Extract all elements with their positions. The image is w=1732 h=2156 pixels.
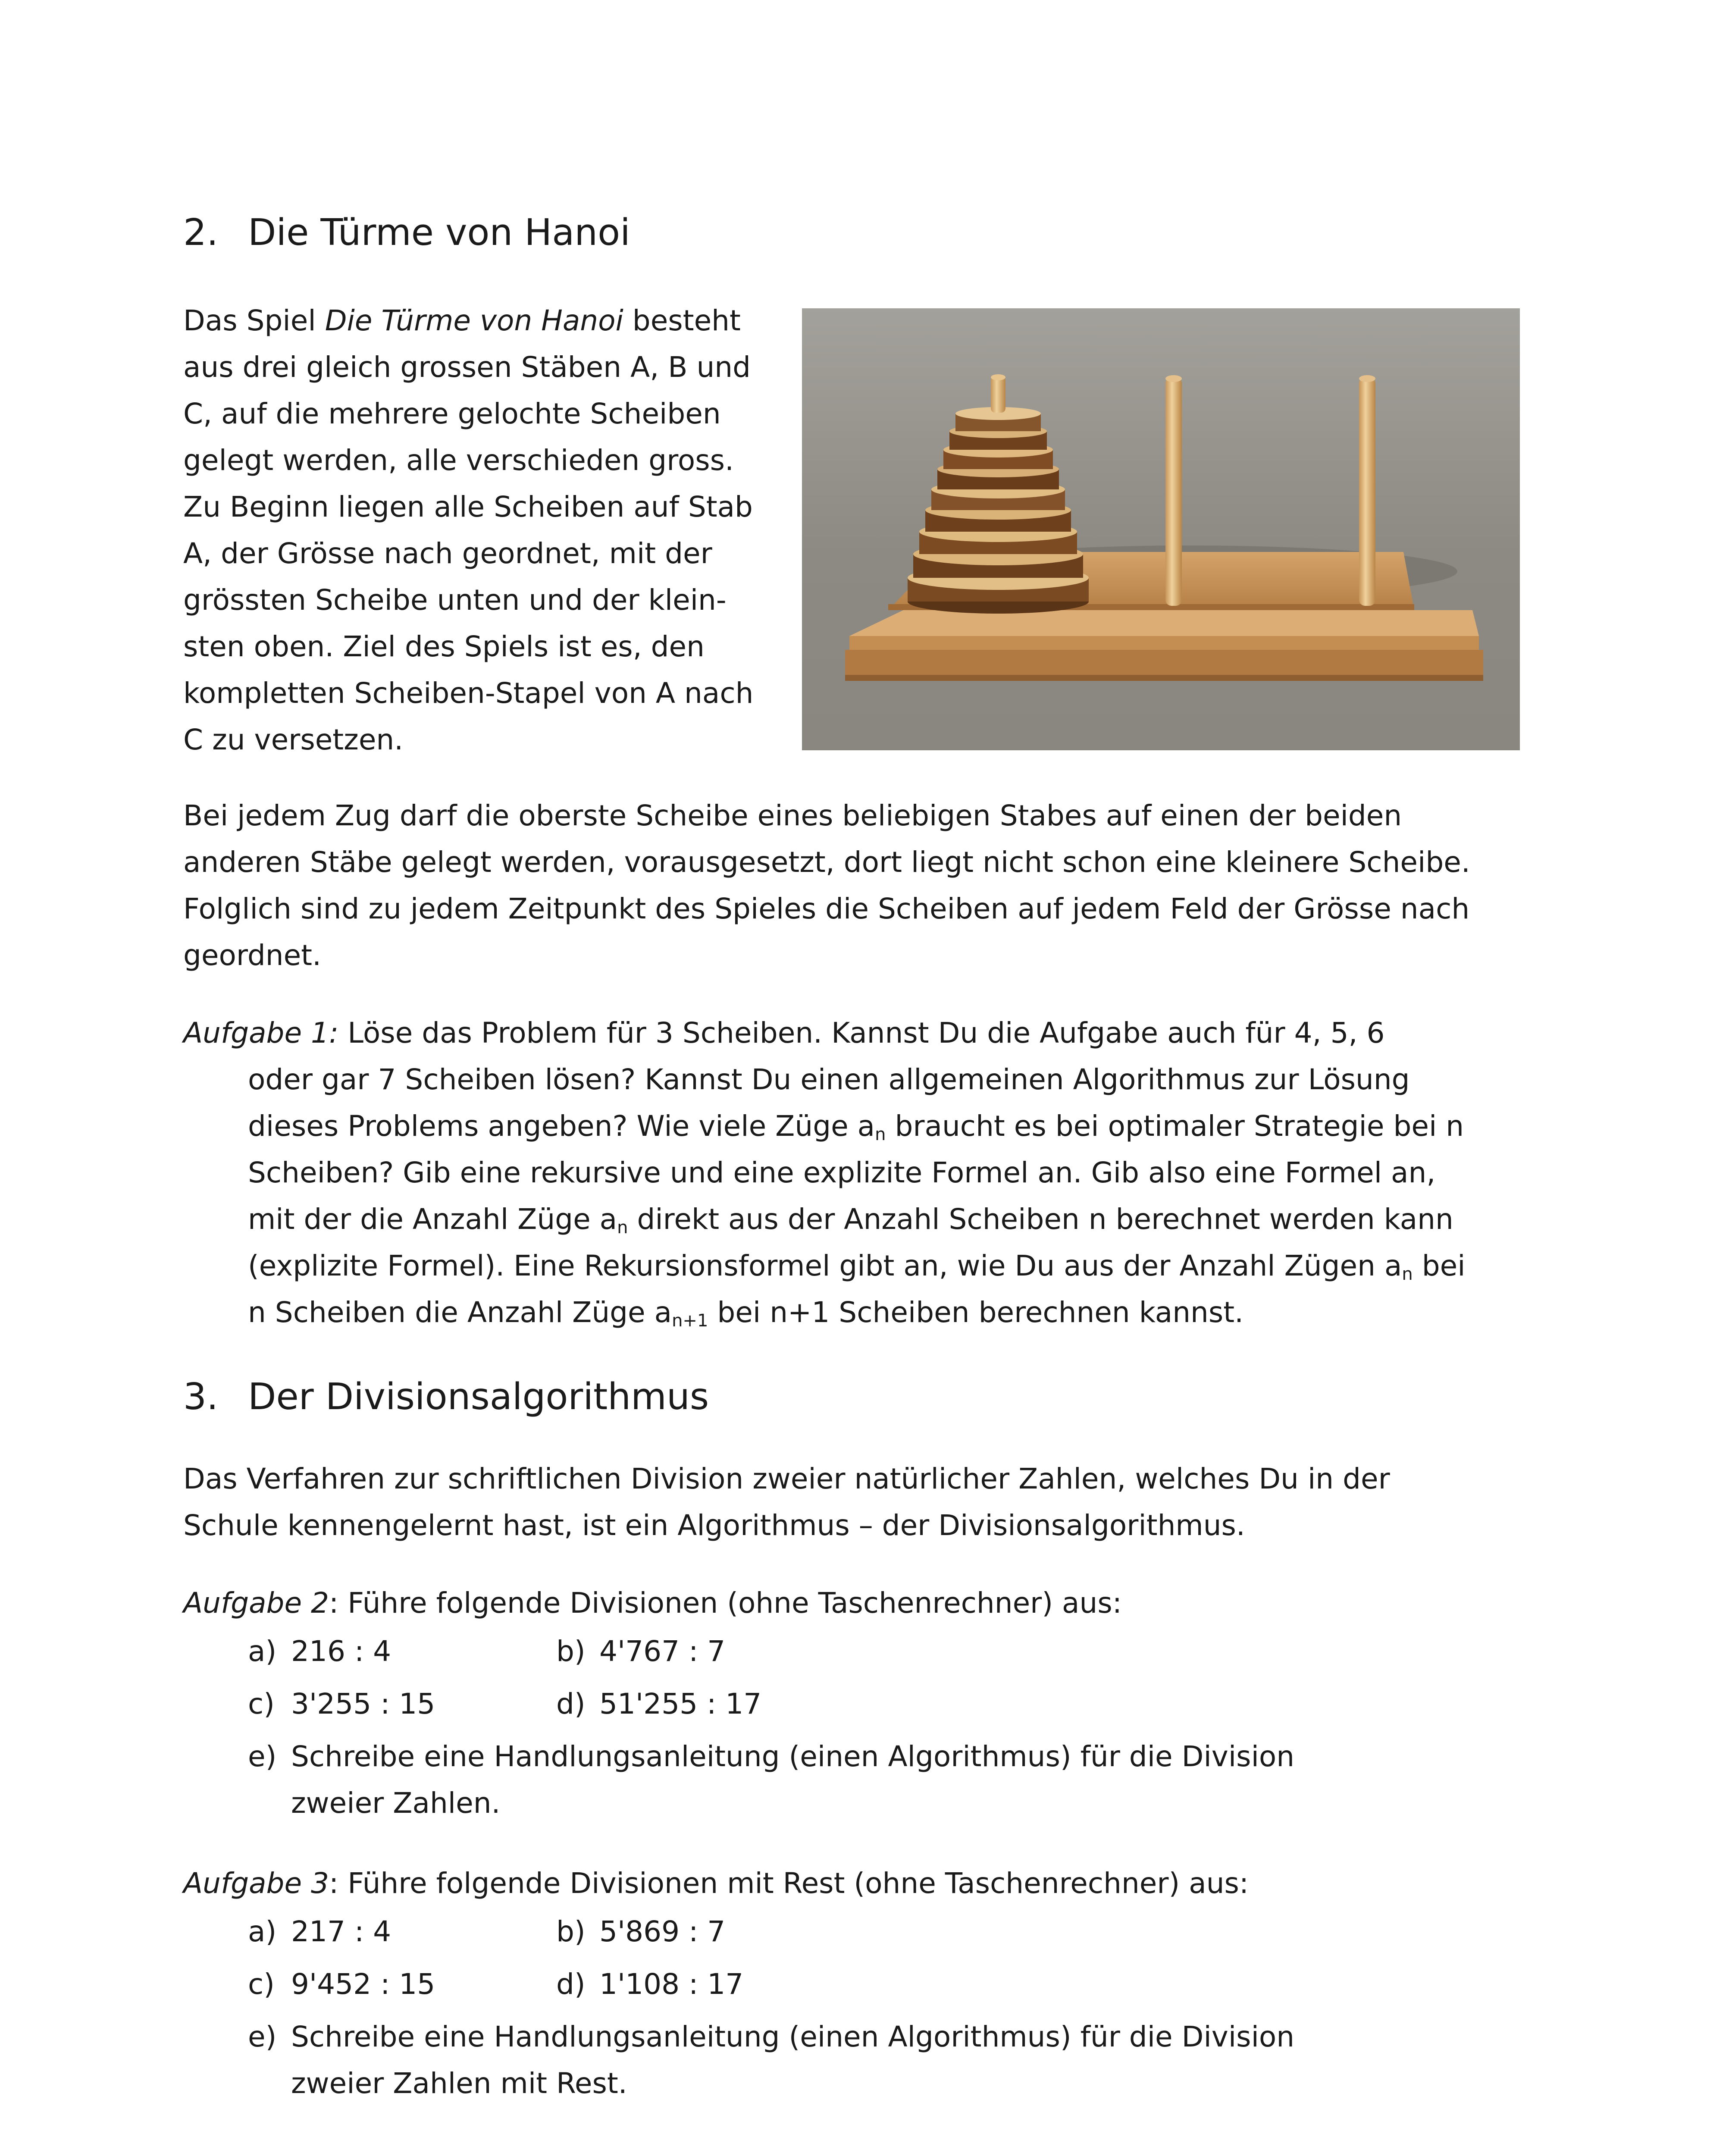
text-line: n Scheiben die Anzahl Züge $a_{n+1}$ bei n+1 Scheiben berechnen kannst. bbox=[248, 1296, 1244, 1331]
task-3-item-d: d) 1'108 : 17 bbox=[556, 1968, 744, 2001]
task-3-item-b: b) 5'869 : 7 bbox=[556, 1915, 726, 1948]
section-number: 3. bbox=[183, 1376, 219, 1418]
task-2-item-a: a) 216 : 4 bbox=[248, 1635, 392, 1668]
towers-of-hanoi-photo bbox=[802, 308, 1520, 750]
task-2-item-d: d) 51'255 : 17 bbox=[556, 1687, 762, 1720]
task-2-item-b: b) 4'767 : 7 bbox=[556, 1635, 726, 1668]
task-3-item-c: c) 9'452 : 15 bbox=[248, 1968, 435, 2001]
text-line: Scheiben? Gib eine rekursive und eine explizite Formel an. Gib also eine Formel an, bbox=[248, 1156, 1436, 1189]
text-line: Das Spiel Die Türme von Hanoi besteht bbox=[183, 304, 741, 337]
section-number: 2. bbox=[183, 211, 219, 254]
section-heading-division bbox=[183, 1376, 709, 1418]
text-line: Schule kennengelernt hast, ist ein Algorithmus – der Divisionsalgorithmus. bbox=[183, 1509, 1245, 1542]
section-title: Der Divisionsalgorithmus bbox=[248, 1376, 709, 1418]
task-3-heading: Aufgabe 3: Führe folgende Divisionen mit Rest (ohne Taschenrechner) aus: bbox=[183, 1867, 1249, 1900]
text-line: C zu versetzen. bbox=[183, 723, 404, 756]
task-label: Aufgabe 2 bbox=[183, 1586, 329, 1620]
task-2-heading: Aufgabe 2: Führe folgende Divisionen (ohne Taschenrechner) aus: bbox=[183, 1586, 1122, 1620]
text-line: A, der Grösse nach geordnet, mit der bbox=[183, 537, 712, 570]
text-line: (explizite Formel). Eine Rekursionsformel gibt an, wie Du aus der Anzahl Zügen $a_n$ bei bbox=[248, 1249, 1466, 1284]
text-line: sten oben. Ziel des Spiels ist es, den bbox=[183, 630, 705, 663]
section-title: Die Türme von Hanoi bbox=[248, 211, 630, 254]
text-line: aus drei gleich grossen Stäben A, B und bbox=[183, 351, 751, 384]
task-3-item-e: e) Schreibe eine Handlungsanleitung (einen Algorithmus) für die Division bbox=[248, 2020, 1295, 2053]
text-line: kompletten Scheiben-Stapel von A nach bbox=[183, 677, 754, 710]
text-line: gelegt werden, alle verschieden gross. bbox=[183, 444, 734, 477]
text-line: Zu Beginn liegen alle Scheiben auf Stab bbox=[183, 490, 753, 523]
hanoi-rules-paragraph bbox=[183, 793, 1470, 979]
text-line: Folglich sind zu jedem Zeitpunkt des Spieles die Scheiben auf jedem Feld der Grösse nach bbox=[183, 892, 1470, 925]
section-heading-hanoi bbox=[183, 211, 630, 254]
text-line: Das Verfahren zur schriftlichen Division zweier natürlicher Zahlen, welches Du in der bbox=[183, 1462, 1390, 1495]
text-line: oder gar 7 Scheiben lösen? Kannst Du einen allgemeinen Algorithmus zur Lösung bbox=[248, 1063, 1410, 1096]
text-line: mit der die Anzahl Züge $a_n$ direkt aus der Anzahl Scheiben n berechnet werden kann bbox=[248, 1203, 1453, 1238]
text-line: grössten Scheibe unten und der klein- bbox=[183, 583, 727, 617]
text-line: Bei jedem Zug darf die oberste Scheibe eines beliebigen Stabes auf einen der beiden bbox=[183, 799, 1402, 832]
task-3-item-e-continued: zweier Zahlen mit Rest. bbox=[291, 2067, 627, 2100]
task-label: Aufgabe 1: bbox=[183, 1016, 339, 1050]
task-2-item-c: c) 3'255 : 15 bbox=[248, 1687, 435, 1720]
task-2-item-e-continued: zweier Zahlen. bbox=[291, 1786, 501, 1820]
division-intro-paragraph bbox=[183, 1456, 1390, 1549]
task-2-item-e: e) Schreibe eine Handlungsanleitung (einen Algorithmus) für die Division bbox=[248, 1740, 1295, 1773]
task-label: Aufgabe 3 bbox=[183, 1867, 329, 1900]
task-1 bbox=[183, 1010, 1466, 1336]
text-line: C, auf die mehrere gelochte Scheiben bbox=[183, 397, 721, 430]
text-line: anderen Stäbe gelegt werden, vorausgesetzt, dort liegt nicht schon eine kleinere Scheibe. bbox=[183, 846, 1470, 879]
text-line: geordnet. bbox=[183, 939, 322, 972]
task-3-item-a: a) 217 : 4 bbox=[248, 1915, 392, 1948]
hanoi-intro-paragraph bbox=[183, 298, 753, 763]
text-line: dieses Problems angeben? Wie viele Züge $a_n$ braucht es bei optimaler Strategie bei n bbox=[248, 1109, 1464, 1144]
text-line: Aufgabe 1: Löse das Problem für 3 Scheiben. Kannst Du die Aufgabe auch für 4, 5, 6 bbox=[183, 1016, 1385, 1050]
